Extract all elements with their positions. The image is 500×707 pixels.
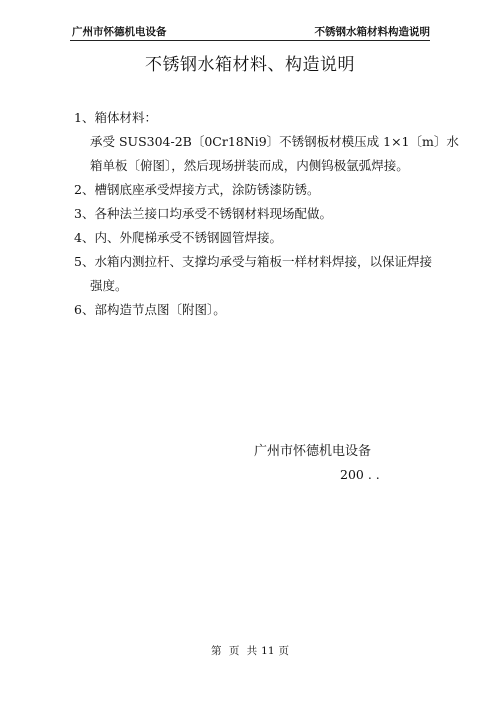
footer-ye: 页 <box>228 645 240 657</box>
footer-di: 第 <box>210 645 222 657</box>
header-company: 广州市怀德机电设备 <box>72 26 167 38</box>
item-5-line-1: 5、水箱内测拉杆、支撑均承受与箱板一样材料焊接，以保证焊接 <box>74 254 432 269</box>
page-header <box>70 22 430 40</box>
document-title: 不锈钢水箱材料、构造说明 <box>145 55 355 75</box>
header-divider <box>70 40 430 41</box>
footer-ye-2: 页 <box>278 645 290 657</box>
item-1-heading: 1、箱体材料： <box>74 110 157 125</box>
item-1-text-line-2: 箱单板〔俯图〕，然后现场拼装而成，内侧钨极氩弧焊接。 <box>90 158 409 173</box>
item-2: 2、槽钢底座承受焊接方式，涂防锈漆防锈。 <box>74 182 320 197</box>
item-6: 6、部构造节点图〔附图〕。 <box>74 302 226 317</box>
footer-total-pages: 11 <box>261 645 275 657</box>
item-3: 3、各种法兰接口均承受不锈钢材料现场配做。 <box>74 206 332 221</box>
item-5-line-2: 强度。 <box>90 278 128 293</box>
item-1-text-line-1: 承受 SUS304-2B〔0Cr18Ni9〕不锈钢板材模压成 1×1〔m〕水 <box>90 134 459 149</box>
header-doc-title: 不锈钢水箱材料构造说明 <box>314 26 430 38</box>
page-footer <box>0 643 500 658</box>
footer-gong: 共 <box>246 645 258 657</box>
signature-date: 200 . . <box>340 467 380 482</box>
item-4: 4、内、外爬梯承受不锈钢圆管焊接。 <box>74 230 282 245</box>
signature-company: 广州市怀德机电设备 <box>254 444 372 459</box>
